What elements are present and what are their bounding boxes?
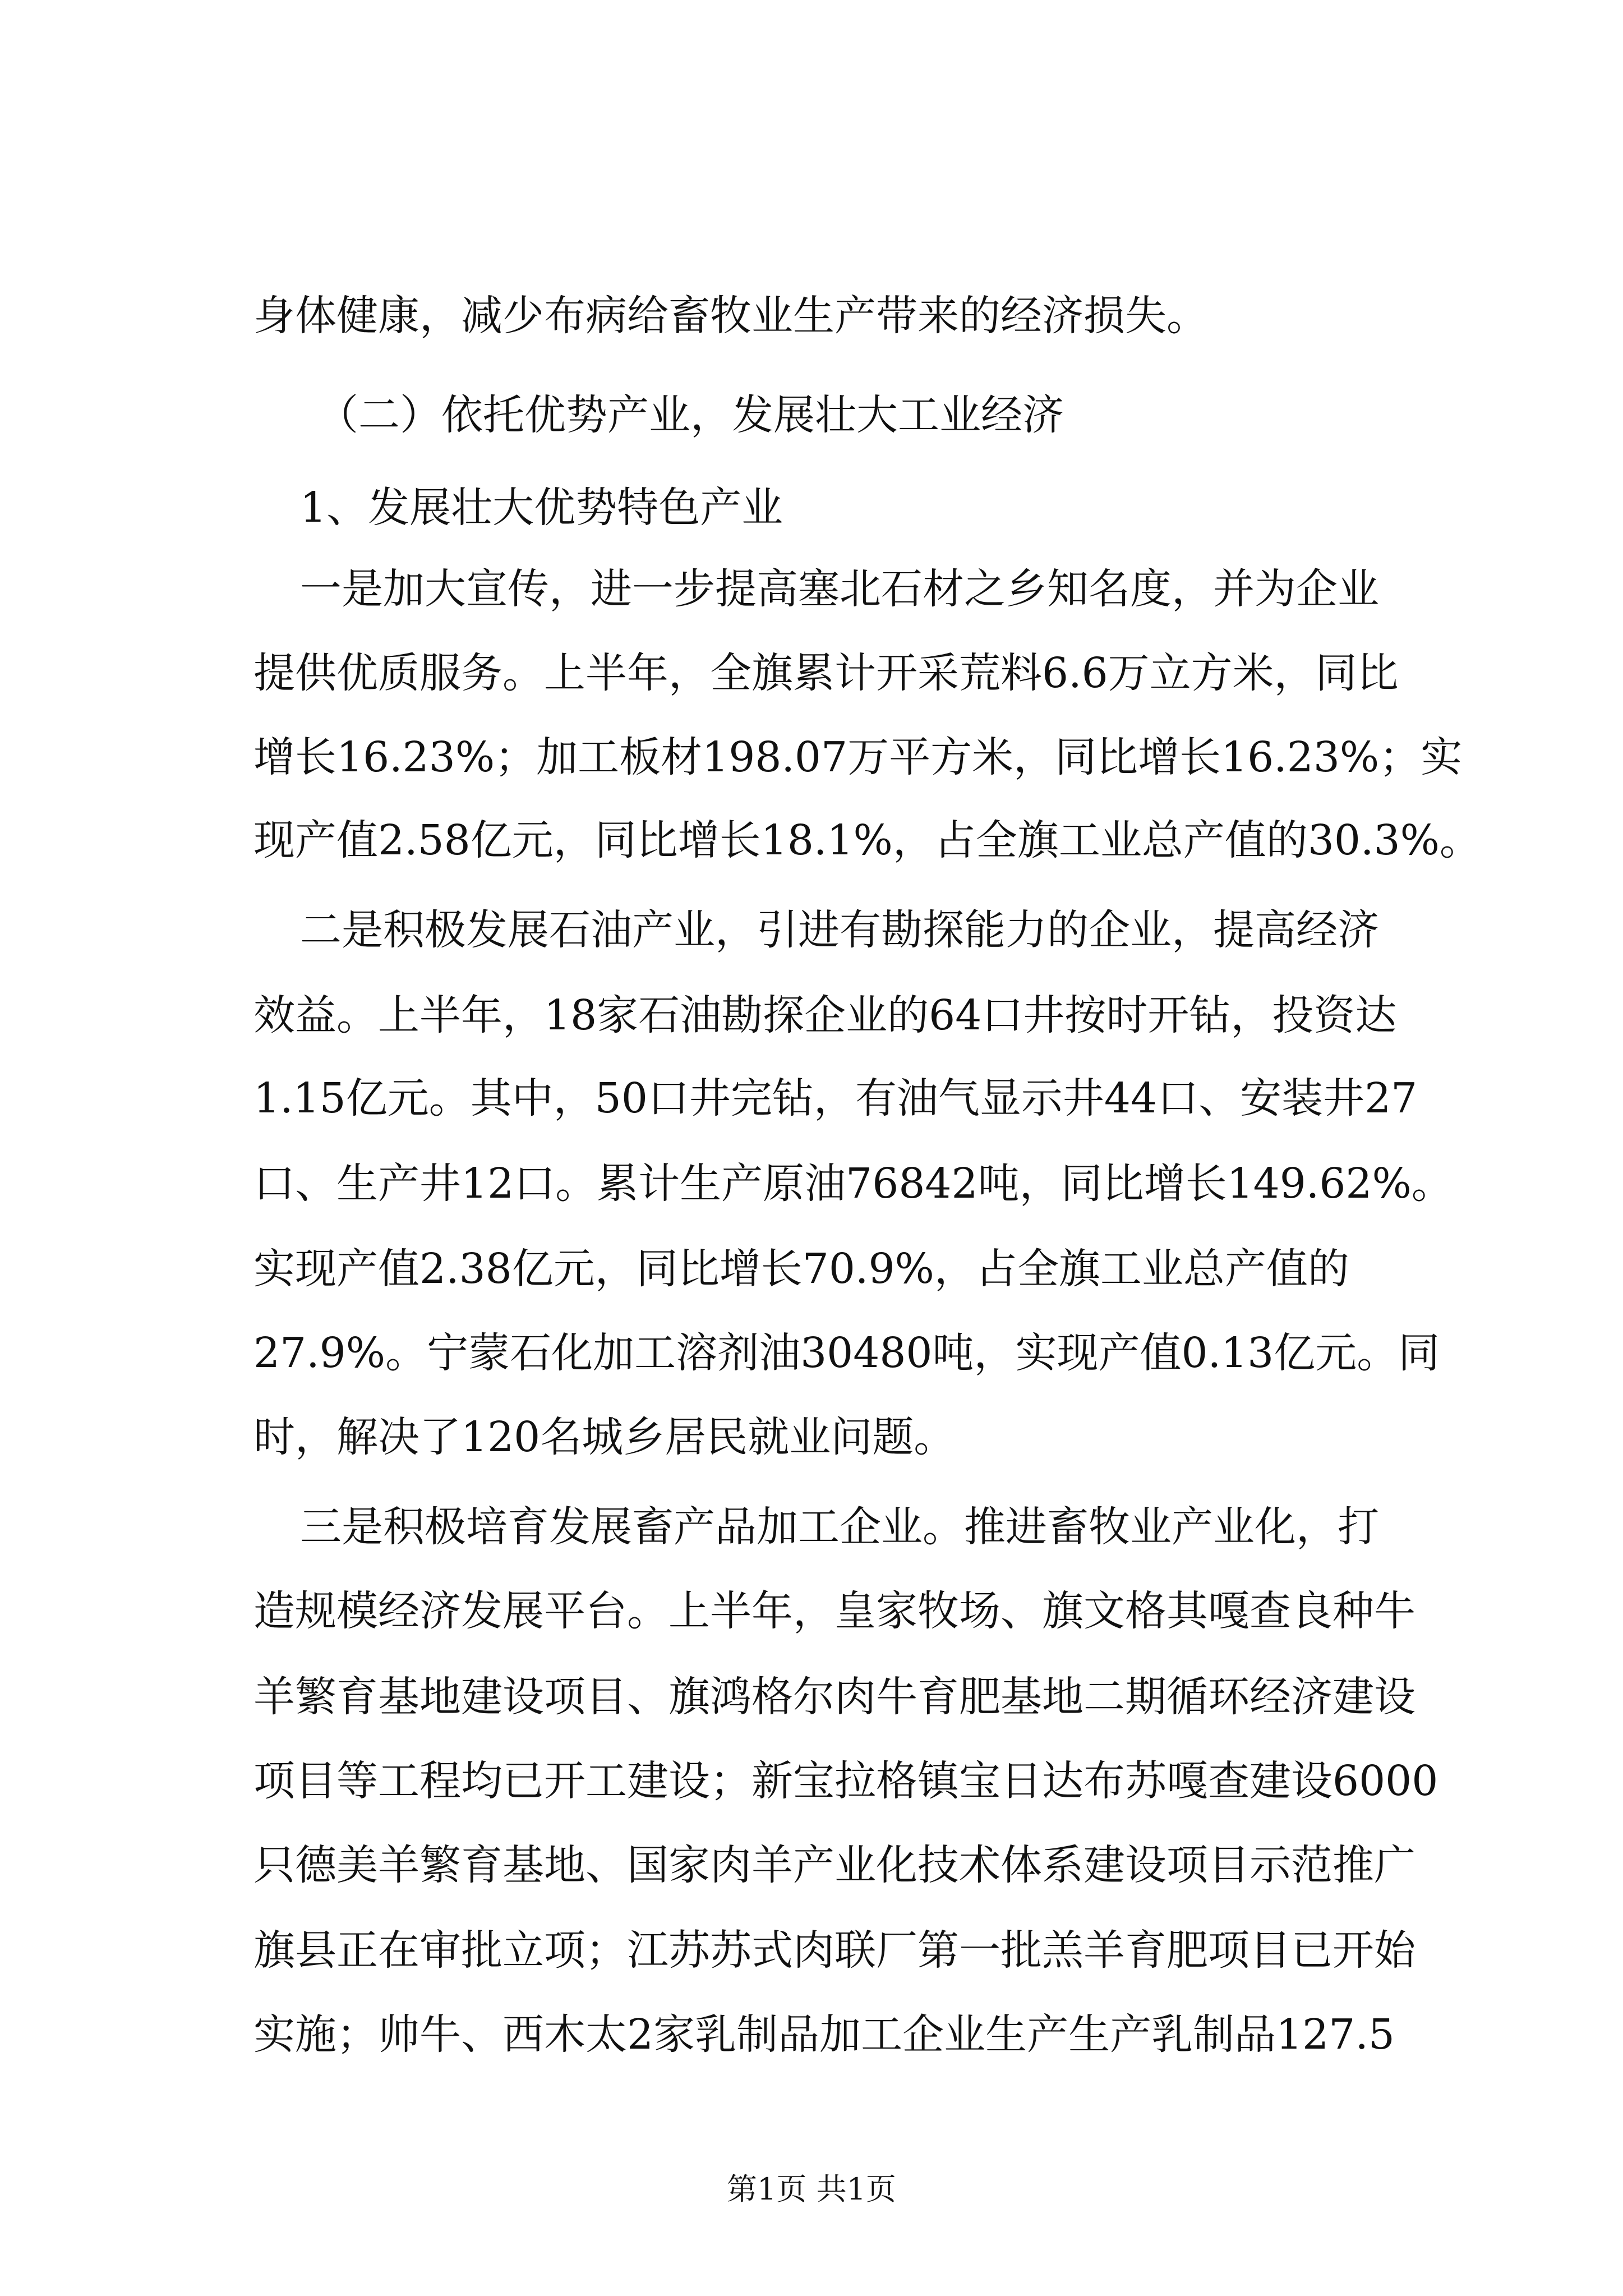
text-line: 时，解决了120名城乡居民就业问题。	[253, 1413, 956, 1461]
subsection-heading: 1、发展壮大优势特色产业	[300, 484, 783, 532]
text-line: 项目等工程均已开工建设；新宝拉格镇宝日达布苏嘎查建设6000	[253, 1757, 1438, 1805]
text-line: 只德美羊繁育基地、国家肉羊产业化技术体系建设项目示范推广	[253, 1841, 1415, 1889]
text-line: 27.9%。宁蒙石化加工溶剂油30480吨，实现产值0.13亿元。同	[253, 1329, 1440, 1377]
text-line: 一是加大宣传，进一步提高塞北石材之乡知名度，并为企业	[300, 565, 1379, 613]
text-line: 三是积极培育发展畜产品加工企业。推进畜牧业产业化，打	[300, 1503, 1379, 1551]
text-line: 口、生产井12口。累计生产原油76842吨，同比增长149.62%。	[253, 1159, 1453, 1208]
text-line: 造规模经济发展平台。上半年，皇家牧场、旗文格其嘎查良种牛	[253, 1587, 1415, 1635]
section-heading: （二）依托优势产业，发展壮大工业经济	[317, 391, 1064, 439]
text-line: 提供优质服务。上半年，全旗累计开采荒料6.6万立方米，同比	[253, 649, 1399, 697]
text-line: 二是积极发展石油产业，引进有勘探能力的企业，提高经济	[300, 906, 1379, 954]
text-line: 1.15亿元。其中，50口井完钻，有油气显示井44口、安装井27	[253, 1074, 1418, 1122]
text-line: 羊繁育基地建设项目、旗鸿格尔肉牛育肥基地二期循环经济建设	[253, 1673, 1415, 1721]
text-line: 增长16.23%；加工板材198.07万平方米，同比增长16.23%；实	[253, 733, 1463, 781]
text-line: 效益。上半年，18家石油勘探企业的64口井按时开钻，投资达	[253, 991, 1397, 1039]
text-line: 身体健康，减少布病给畜牧业生产带来的经济损失。	[253, 292, 1208, 340]
text-line: 旗县正在审批立项；江苏苏式肉联厂第一批羔羊育肥项目已开始	[253, 1926, 1415, 1975]
text-line: 实施；帅牛、西木太2家乳制品加工企业生产生产乳制品127.5	[253, 2010, 1395, 2059]
page-footer: 第1页 共1页	[727, 2171, 896, 2207]
text-line: 现产值2.58亿元，同比增长18.1%，占全旗工业总产值的30.3%。	[253, 816, 1481, 864]
text-line: 实现产值2.38亿元，同比增长70.9%，占全旗工业总产值的	[253, 1245, 1349, 1293]
